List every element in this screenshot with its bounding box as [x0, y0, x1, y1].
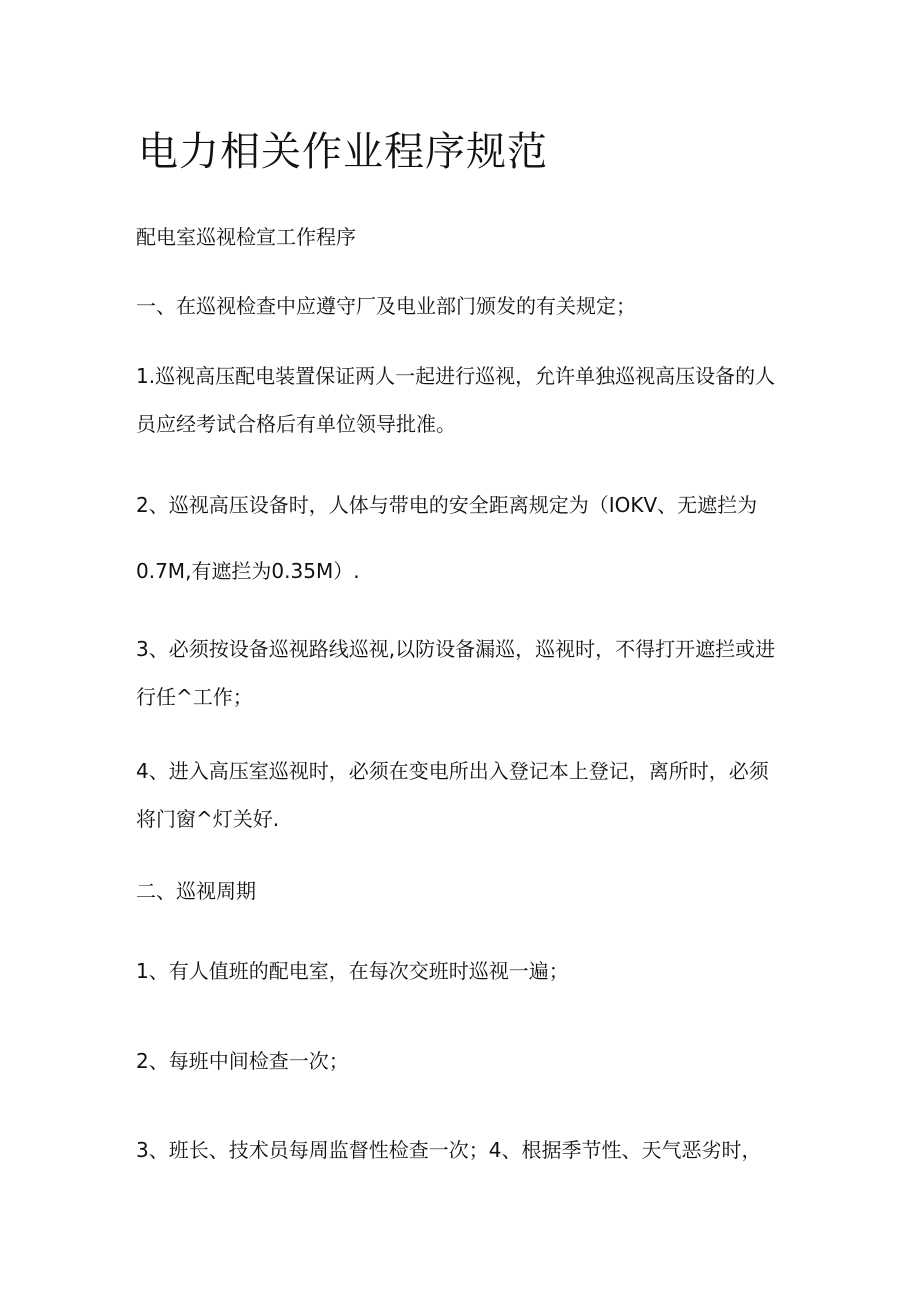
paragraph — [136, 556, 786, 586]
document-title: 电力相关作业程序规范 — [138, 129, 548, 175]
paragraph — [136, 490, 786, 520]
paragraph-line: 4、进入高压室巡视时，必须在变电所出入登记本上登记，离所时，必须 — [136, 759, 769, 783]
paragraph-line: 2、巡视高压设备时，人体与带电的安全距离规定为（IOKV、无遮拦为 — [136, 493, 758, 517]
paragraph-line: 0.7M,有遮拦为0.35M）. — [136, 559, 360, 583]
paragraph-line: 1、有人值班的配电室，在每次交班时巡视一遍； — [136, 959, 569, 983]
paragraph-line: 二、巡视周期 — [136, 879, 256, 903]
paragraph-line: 3、必须按设备巡视路线巡视,以防设备漏巡，巡视时，不得打开遮拦或进 — [136, 637, 776, 661]
paragraph-line: 员应经考试合格后有单位领导批准。 — [136, 412, 456, 436]
paragraph-line: 3、班长、技术员每周监督性检查一次；4、根据季节性、天气恶劣时， — [136, 1138, 762, 1162]
section-heading — [136, 222, 786, 252]
paragraph — [136, 1046, 786, 1076]
paragraph-line: 行任^工作； — [136, 685, 253, 709]
paragraph — [136, 756, 786, 834]
paragraph-line: 配电室巡视检宣工作程序 — [136, 225, 356, 249]
paragraph — [136, 291, 786, 321]
paragraph — [136, 956, 786, 986]
paragraph-line: 一、在巡视检查中应遵守厂及电业部门颁发的有关规定； — [136, 294, 636, 318]
paragraph-line: 1.巡视高压配电装置保证两人一起进行巡视，允许单独巡视高压设备的人 — [136, 364, 776, 388]
paragraph-line: 2、每班中间检查一次； — [136, 1049, 349, 1073]
paragraph — [136, 634, 786, 712]
paragraph — [136, 361, 786, 439]
paragraph — [136, 1135, 786, 1165]
paragraph-line: 将门窗^灯关好. — [136, 807, 280, 831]
section-heading — [136, 876, 786, 906]
